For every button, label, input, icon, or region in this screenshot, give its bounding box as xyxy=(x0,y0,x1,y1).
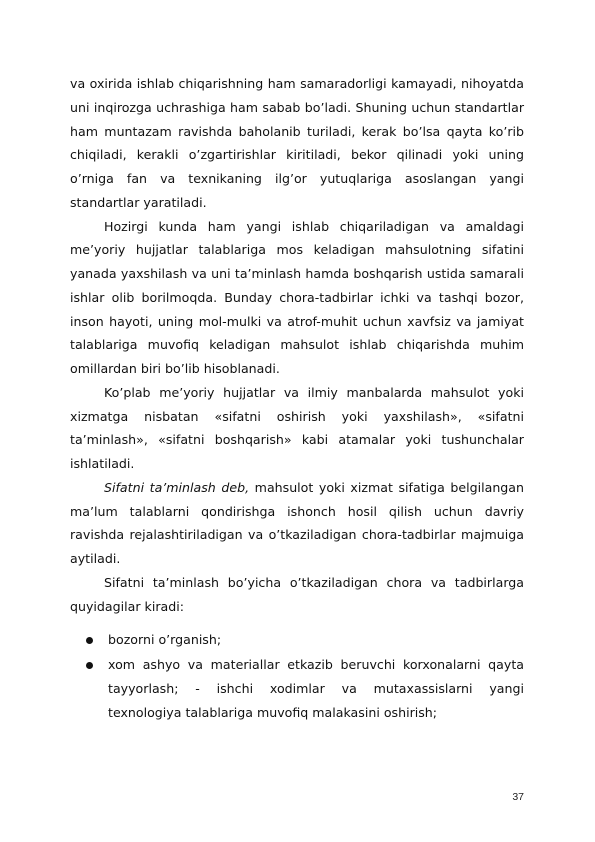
paragraph-quality-improvement: Hozirgi kunda ham yangi ishlab chiqariladigan va amaldagi me’yoriy hujjatlar talablariga mos keladigan mahsulotning sifatini yanada yaxshilash va uni ta’minlash hamda boshqarish ustida samarali ishlar olib borilmoqda. Bunday chora-tadbirlar ichki va tashqi bozor, inson hayoti, uning mol-mulki va atrof-muhit uchun xavfsiz va jamiyat talablariga muvofiq keladigan mahsulot ishlab chiqarishda muhim omillardan biri bo’lib hisoblanadi. xyxy=(70,218,524,376)
paragraph-definition xyxy=(70,476,524,571)
definition-term: Sifatni ta’minlash deb, xyxy=(104,479,250,495)
bullet-icon xyxy=(86,662,93,669)
paragraph-measures-intro: Sifatni ta’minlash bo’yicha o’tkaziladigan chora va tadbirlarga quyidagilar kiradi: xyxy=(70,574,524,614)
paragraph-terms: Ko’plab me’yoriy hujjatlar va ilmiy manbalarda mahsulot yoki xizmatga nisbatan «sifatni oshirish yoki yaxshilash», «sifatni ta’minlash», «sifatni boshqarish» kabi atamalar yoki tushunchalar ishlatiladi. xyxy=(70,384,524,471)
bullet-icon xyxy=(86,637,93,644)
measures-list xyxy=(70,628,524,724)
document-body xyxy=(70,72,524,725)
list-item xyxy=(70,628,524,652)
list-item-text: xom ashyo va materiallar etkazib beruvchi korxonalarni qayta tayyorlash; - ishchi xodimlar va mutaxassislarni yangi texnologiya talablariga muvofiq malakasini oshirish; xyxy=(108,657,524,720)
list-item-text: bozorni o’rganish; xyxy=(108,632,222,648)
definition-text: mahsulot yoki xizmat sifatiga belgilangan ma’lum talablarni qondirishga ishonch hosil qilish uchun davriy ravishda rejalashtiriladigan va o’tkaziladigan chora-tadbirlar majmuiga aytiladi. xyxy=(70,479,524,566)
list-item xyxy=(70,653,524,724)
page-number: 37 xyxy=(512,791,524,803)
paragraph-continuation: va oxirida ishlab chiqarishning ham samaradorligi kamayadi, nihoyatda uni inqirozga uchrashiga ham sabab bo’ladi. Shuning uchun standartlar ham muntazam ravishda baholanib turiladi, kerak bo’lsa qayta ko’rib chiqiladi, kerakli o’zgartirishlar kiritiladi, bekor qilinadi yoki uning o’rniga fan va texnikaning ilg’or yutuqlariga asoslangan yangi standartlar yaratiladi. xyxy=(70,76,524,210)
